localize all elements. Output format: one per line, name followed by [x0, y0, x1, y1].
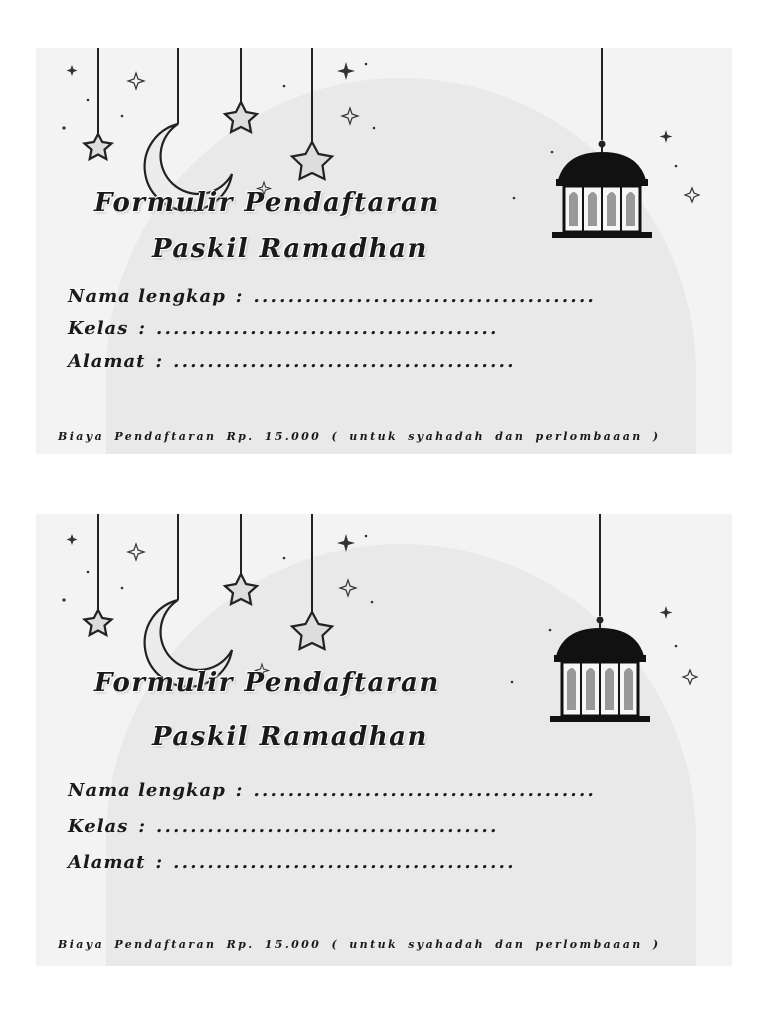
field-colon: : — [155, 852, 164, 873]
fill-line: ........................................ — [253, 780, 597, 801]
field-colon: : — [138, 816, 146, 837]
field-alamat — [68, 351, 516, 372]
hanging-star-icon — [225, 102, 257, 132]
form-title: Formulir Pendaftaran — [94, 668, 440, 698]
form-subtitle: Paskil Ramadhan — [152, 722, 428, 752]
field-label: Kelas — [68, 318, 129, 339]
field-colon: : — [235, 780, 244, 801]
field-colon: : — [235, 286, 244, 307]
field-label: Alamat — [68, 351, 146, 372]
fill-line: ........................................ — [156, 816, 499, 837]
field-nama-lengkap — [68, 780, 596, 801]
field-alamat — [68, 852, 516, 873]
registration-form-card-2 — [36, 514, 732, 966]
field-label: Nama lengkap — [68, 286, 226, 307]
fee-note: Biaya Pendaftaran Rp. 15.000 ( untuk syahadah dan perlombaaan ) — [58, 430, 661, 443]
registration-form-card-1 — [36, 48, 732, 454]
form-subtitle: Paskil Ramadhan — [152, 234, 428, 264]
fill-line: ........................................ — [173, 852, 516, 873]
field-colon: : — [138, 318, 146, 339]
lantern-icon — [550, 617, 650, 723]
field-colon: : — [155, 351, 164, 372]
form-title: Formulir Pendaftaran — [94, 188, 440, 218]
hanging-star-icon — [85, 134, 112, 159]
field-kelas — [68, 816, 499, 837]
hanging-star-icon — [292, 142, 332, 179]
fill-line: ........................................ — [253, 286, 597, 307]
hanging-star-icon — [292, 612, 332, 649]
fee-note: Biaya Pendaftaran Rp. 15.000 ( untuk syahadah dan perlombaaan ) — [58, 938, 661, 951]
field-label: Alamat — [68, 852, 146, 873]
hanging-star-icon — [225, 574, 257, 604]
fill-line: ........................................ — [173, 351, 516, 372]
fill-line: ........................................ — [156, 318, 499, 339]
lantern-icon — [552, 141, 652, 239]
hanging-star-icon — [85, 610, 112, 635]
field-kelas — [68, 318, 499, 339]
field-nama-lengkap — [68, 286, 596, 307]
field-label: Kelas — [68, 816, 129, 837]
field-label: Nama lengkap — [68, 780, 226, 801]
